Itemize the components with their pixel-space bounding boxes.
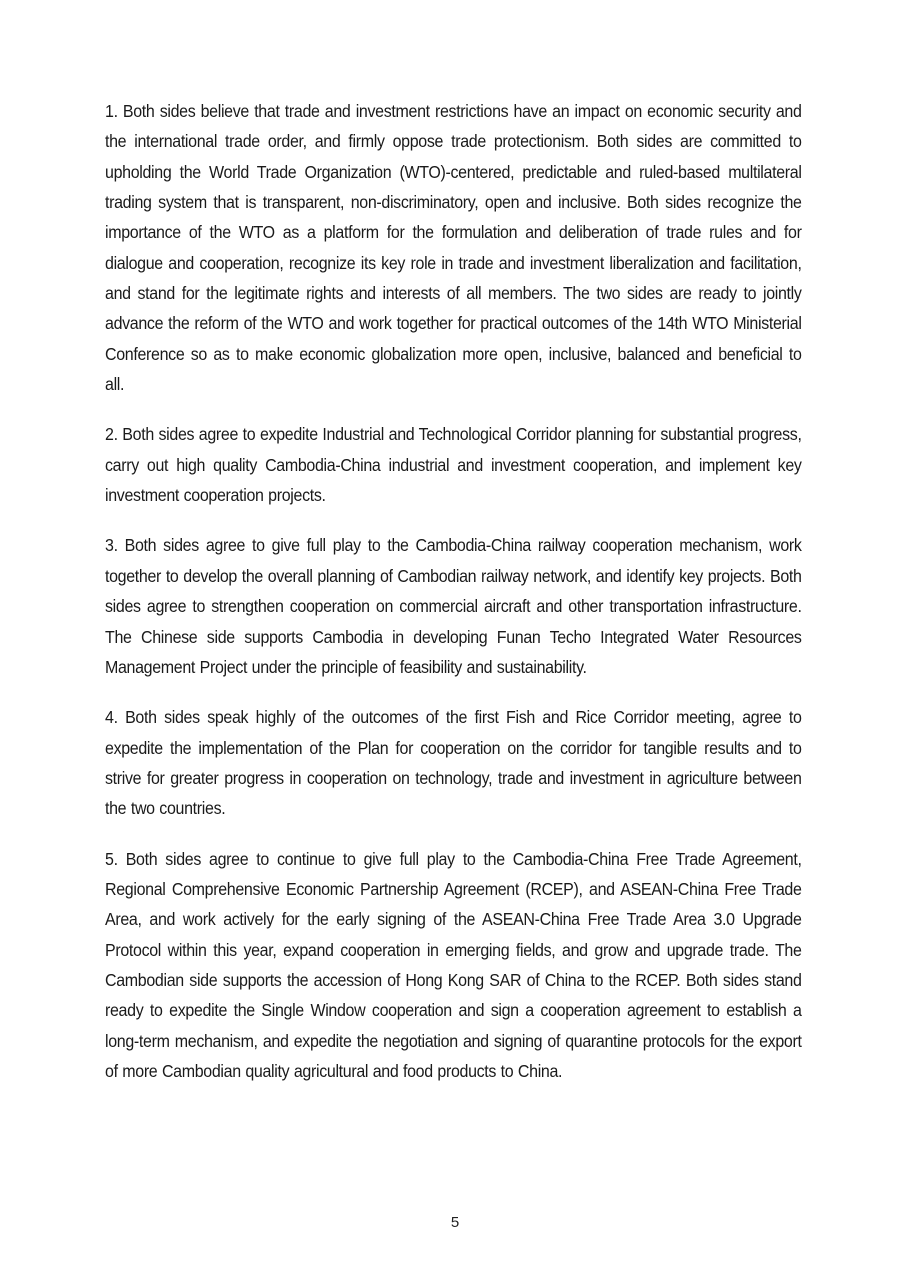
paragraph-3-railway-cooperation: 3. Both sides agree to give full play to the Cambodia-China railway cooperation mechanism, work together to develop the overall planning of Cambodian railway network, and identify key projects. Both sides agree to strengthen cooperation on commercial aircraft and other transportation infrastructure. The Chinese side supports Cambodia in developing Funan Techo Integrated Water Resources Management Project under the principle of feasibility and sustainability. — [105, 535, 802, 677]
paragraph-2-industrial-corridor: 2. Both sides agree to expedite Industrial and Technological Corridor planning for substantial progress, carry out high quality Cambodia-China industrial and investment cooperation, and implement key investment cooperation projects. — [105, 424, 802, 506]
paragraph-5-free-trade-agreements: 5. Both sides agree to continue to give full play to the Cambodia-China Free Trade Agreement, Regional Comprehensive Economic Partnership Agreement (RCEP), and ASEAN-China Free Trade Area, and work actively for the early signing of the ASEAN-China Free Trade Area 3.0 Upgrade Protocol within this year, expand cooperation in emerging fields, and grow and upgrade trade. The Cambodian side supports the accession of Hong Kong SAR of China to the RCEP. Both sides stand ready to expedite the Single Window cooperation and sign a cooperation agreement to establish a long-term mechanism, and expedite the negotiation and signing of quarantine protocols for the export of more Cambodian quality agricultural and food products to China. — [105, 848, 802, 1081]
page-number: 5 — [450, 1214, 460, 1231]
paragraph-1-wto-trade-system: 1. Both sides believe that trade and investment restrictions have an impact on economic security and the international trade order, and firmly oppose trade protectionism. Both sides are committed to upholding the World Trade Organization (WTO)-centered, predictable and ruled-based multilateral trading system that is transparent, non-discriminatory, open and inclusive. Both sides recognize the importance of the WTO as a platform for the formulation and deliberation of trade rules and for dialogue and cooperation, recognize its key role in trade and investment liberalization and facilitation, and stand for the legitimate rights and interests of all members. The two sides are ready to jointly advance the reform of the WTO and work together for practical outcomes of the 14th WTO Ministerial Conference so as to make economic globalization more open, inclusive, balanced and beneficial to all. — [105, 101, 802, 395]
paragraph-4-fish-rice-corridor: 4. Both sides speak highly of the outcomes of the first Fish and Rice Corridor meeting, agree to expedite the implementation of the Plan for cooperation on the corridor for tangible results and to strive for greater progress in cooperation on technology, trade and investment in agriculture between the two countries. — [105, 707, 802, 819]
document-page-body — [105, 96, 802, 1106]
